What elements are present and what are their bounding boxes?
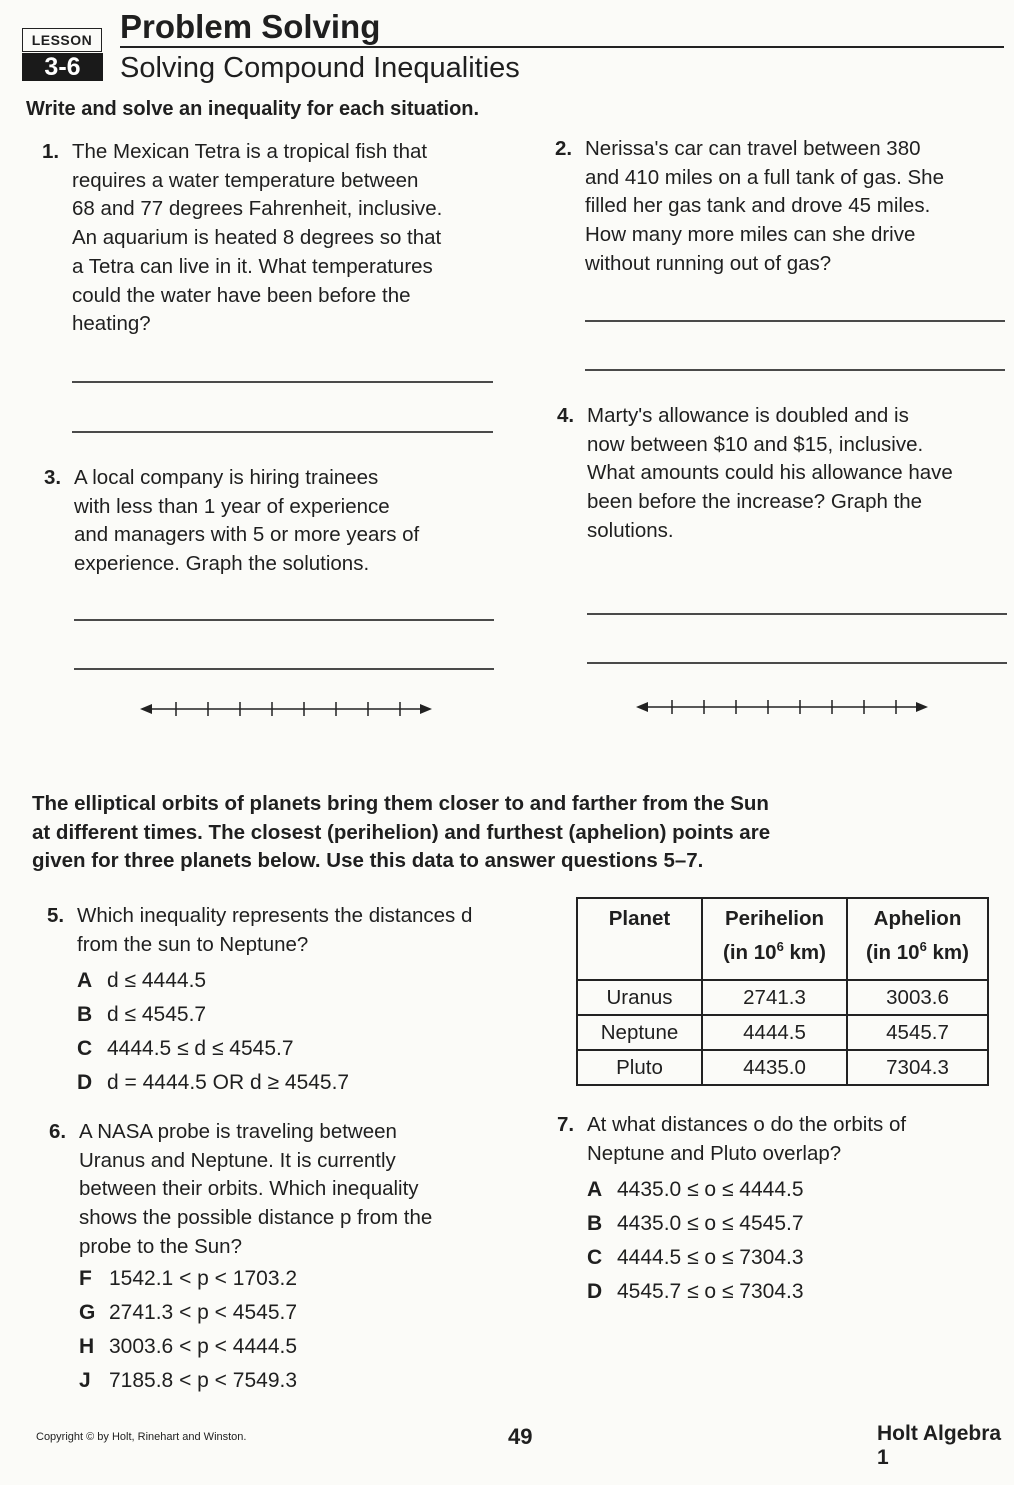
- choice-letter: B: [77, 1003, 93, 1026]
- choice-j[interactable]: [79, 1364, 297, 1398]
- question-line: with less than 1 year of experience: [74, 494, 390, 518]
- question-1: [42, 138, 443, 339]
- table-row: [577, 980, 988, 1015]
- question-6: [49, 1118, 433, 1262]
- choice-c[interactable]: [77, 1032, 349, 1066]
- choice-b[interactable]: [587, 1207, 804, 1241]
- question-line: Neptune and Pluto overlap?: [587, 1141, 842, 1165]
- choice-letter: J: [79, 1369, 91, 1392]
- question-line: heating?: [72, 312, 151, 336]
- question-line: shows the possible distance p from the: [79, 1206, 433, 1230]
- question-5: [47, 902, 473, 959]
- choice-letter: G: [79, 1301, 96, 1324]
- choice-f[interactable]: [79, 1262, 297, 1296]
- question-number: 5.: [47, 904, 65, 927]
- question-line: How many more miles can she drive: [585, 223, 916, 247]
- table-row: [577, 1050, 988, 1085]
- answer-line[interactable]: [74, 668, 494, 670]
- choice-letter: D: [587, 1280, 603, 1303]
- answer-line[interactable]: [585, 320, 1005, 322]
- question-line: between their orbits. Which inequality: [79, 1177, 419, 1201]
- question-line: solutions.: [587, 518, 674, 542]
- cell-aphelion: 3003.6: [847, 980, 988, 1015]
- answer-line[interactable]: [585, 369, 1005, 371]
- choice-b[interactable]: [77, 998, 349, 1032]
- number-line[interactable]: [636, 696, 932, 718]
- arrow-right-icon: [420, 704, 432, 714]
- choice-d[interactable]: [77, 1066, 349, 1100]
- book-title: Holt Algebra 1: [877, 1422, 1002, 1469]
- cell-perihelion: 4435.0: [702, 1050, 847, 1085]
- question-line: A NASA probe is traveling between: [79, 1120, 397, 1143]
- choice-letter: A: [77, 969, 93, 992]
- cell-planet: Uranus: [577, 980, 702, 1015]
- copyright: Copyright © by Holt, Rinehart and Winston.: [36, 1431, 247, 1443]
- choice-text: d = 4444.5 OR d ≥ 4545.7: [107, 1071, 350, 1094]
- question-number: 6.: [49, 1120, 67, 1143]
- choice-c[interactable]: [587, 1241, 804, 1275]
- title-divider: [120, 46, 1004, 48]
- planet-table: [576, 897, 989, 1086]
- question-line: from the sun to Neptune?: [77, 932, 309, 956]
- header-perihelion: [702, 898, 847, 980]
- question-line: and 410 miles on a full tank of gas. She: [585, 165, 944, 189]
- q7-choices: [587, 1173, 804, 1309]
- question-line: now between $10 and $15, inclusive.: [587, 432, 924, 456]
- page-number: 49: [508, 1424, 533, 1449]
- choice-text: 4435.0 ≤ o ≤ 4545.7: [617, 1212, 804, 1235]
- question-line: and managers with 5 or more years of: [74, 523, 420, 547]
- question-line: What amounts could his allowance have: [587, 461, 953, 485]
- choice-letter: B: [587, 1212, 603, 1235]
- question-line: Nerissa's car can travel between 380: [585, 137, 921, 160]
- header-planet: Planet: [577, 898, 702, 980]
- choice-a[interactable]: [77, 964, 349, 998]
- choice-letter: A: [587, 1178, 603, 1201]
- choice-text: 3003.6 < p < 4444.5: [109, 1335, 298, 1358]
- section-line: at different times. The closest (perihelion) and furthest (aphelion) points are: [32, 820, 771, 844]
- instructions: Write and solve an inequality for each situation.: [26, 98, 480, 120]
- arrow-right-icon: [916, 702, 928, 712]
- question-number: 3.: [44, 466, 62, 489]
- arrow-left-icon: [140, 704, 152, 714]
- question-line: been before the increase? Graph the: [587, 490, 923, 514]
- answer-line[interactable]: [587, 662, 1007, 664]
- answer-line[interactable]: [587, 613, 1007, 615]
- choice-text: d ≤ 4545.7: [107, 1003, 207, 1026]
- choice-text: 4444.5 ≤ d ≤ 4545.7: [107, 1037, 294, 1060]
- question-number: 7.: [557, 1113, 575, 1136]
- lesson-number: 3-6: [22, 53, 103, 81]
- page-subtitle: Solving Compound Inequalities: [120, 52, 520, 84]
- question-number: 2.: [555, 137, 573, 160]
- choice-text: d ≤ 4444.5: [107, 969, 207, 992]
- question-line: An aquarium is heated 8 degrees so that: [72, 226, 442, 250]
- choice-h[interactable]: [79, 1330, 297, 1364]
- choice-text: 2741.3 < p < 4545.7: [109, 1301, 298, 1324]
- question-line: a Tetra can live in it. What temperatures: [72, 254, 433, 278]
- q5-choices: [77, 964, 349, 1100]
- question-line: The Mexican Tetra is a tropical fish that: [72, 140, 428, 163]
- choice-a[interactable]: [587, 1173, 804, 1207]
- question-line: Which inequality represents the distances d: [77, 904, 473, 927]
- question-7: [557, 1111, 907, 1168]
- question-line: 68 and 77 degrees Fahrenheit, inclusive.: [72, 197, 443, 221]
- choice-text: 7185.8 < p < 7549.3: [109, 1369, 298, 1392]
- choice-text: 4545.7 ≤ o ≤ 7304.3: [617, 1280, 804, 1303]
- choice-letter: C: [587, 1246, 603, 1269]
- arrow-left-icon: [636, 702, 648, 712]
- choice-letter: C: [77, 1037, 93, 1060]
- choice-text: 4444.5 ≤ o ≤ 7304.3: [617, 1246, 804, 1269]
- choice-text: 1542.1 < p < 1703.2: [109, 1267, 298, 1290]
- page-title: Problem Solving: [120, 8, 381, 45]
- cell-planet: Pluto: [577, 1050, 702, 1085]
- cell-planet: Neptune: [577, 1015, 702, 1050]
- section-intro: [32, 790, 892, 876]
- question-4: [557, 402, 953, 546]
- header-text: (in $10^6$ km): [866, 939, 969, 964]
- cell-aphelion: 4545.7: [847, 1015, 988, 1050]
- question-line: Uranus and Neptune. It is currently: [79, 1148, 396, 1172]
- question-line: At what distances o do the orbits of: [587, 1113, 907, 1136]
- question-3: [44, 464, 420, 579]
- question-line: requires a water temperature between: [72, 168, 419, 192]
- choice-d[interactable]: [587, 1275, 804, 1309]
- header-text: Aphelion: [873, 907, 962, 930]
- question-number: 4.: [557, 404, 575, 427]
- question-number: 1.: [42, 140, 60, 163]
- answer-line[interactable]: [72, 381, 493, 383]
- choice-letter: H: [79, 1335, 95, 1358]
- cell-aphelion: 7304.3: [847, 1050, 988, 1085]
- section-line: The elliptical orbits of planets bring them closer to and farther from the Sun: [32, 792, 769, 815]
- cell-perihelion: 4444.5: [702, 1015, 847, 1050]
- question-line: could the water have been before the: [72, 283, 411, 307]
- question-2: [555, 135, 944, 279]
- header-aphelion: [847, 898, 988, 980]
- number-line[interactable]: [140, 698, 436, 720]
- question-line: probe to the Sun?: [79, 1234, 242, 1258]
- question-line: filled her gas tank and drove 45 miles.: [585, 194, 931, 218]
- cell-perihelion: 2741.3: [702, 980, 847, 1015]
- section-line: given for three planets below. Use this data to answer questions 5–7.: [32, 849, 704, 872]
- choice-letter: D: [77, 1071, 93, 1094]
- header-text: (in $10^6$ km): [723, 939, 826, 964]
- answer-line[interactable]: [72, 431, 493, 433]
- choice-g[interactable]: [79, 1296, 297, 1330]
- question-line: experience. Graph the solutions.: [74, 552, 370, 576]
- header-text: Perihelion: [724, 907, 825, 930]
- lesson-label: LESSON: [22, 28, 102, 52]
- question-line: without running out of gas?: [585, 251, 832, 275]
- question-line: A local company is hiring trainees: [74, 466, 379, 489]
- question-line: Marty's allowance is doubled and is: [587, 404, 909, 427]
- choice-text: 4435.0 ≤ o ≤ 4444.5: [617, 1178, 804, 1201]
- table-row: [577, 1015, 988, 1050]
- q6-choices: [79, 1262, 297, 1398]
- answer-line[interactable]: [74, 619, 494, 621]
- choice-letter: F: [79, 1267, 92, 1290]
